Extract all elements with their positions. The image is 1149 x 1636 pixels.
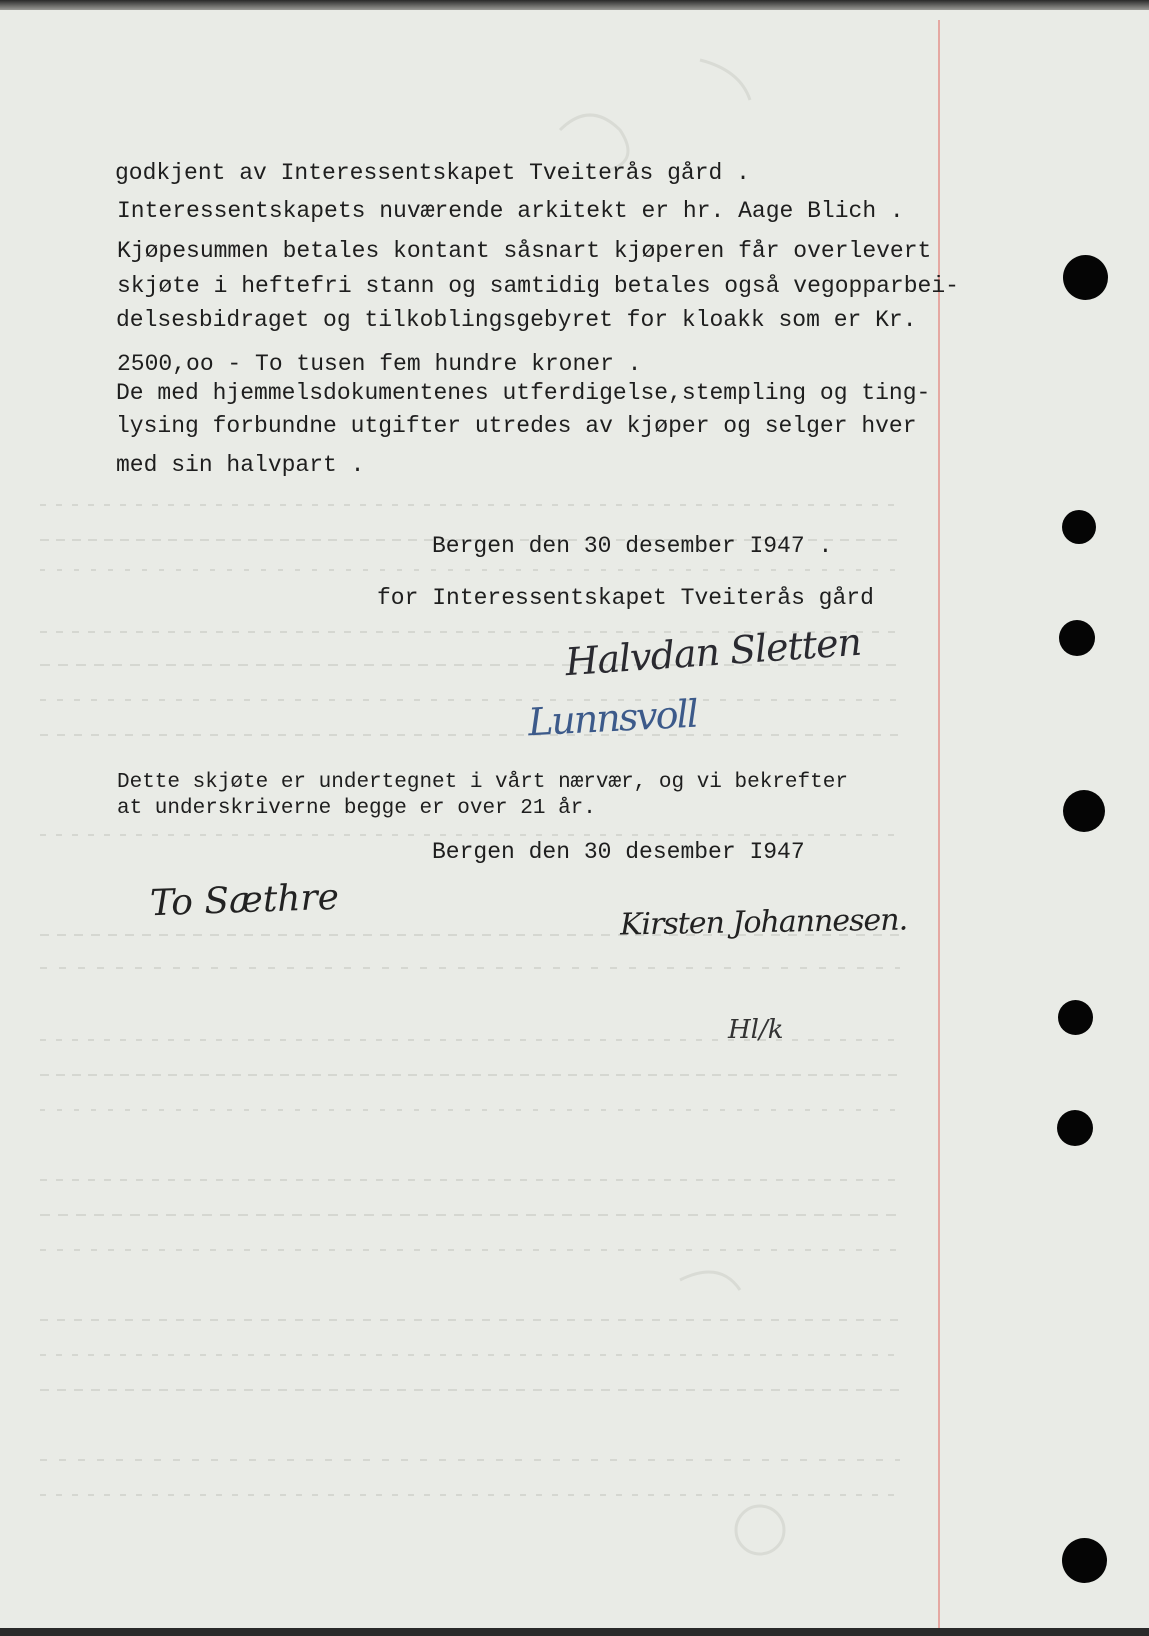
signature-witness-1: To Sæthre — [149, 876, 340, 925]
initials: Hl/k — [728, 1015, 784, 1045]
body-line: delsesbidraget og tilkoblingsgebyret for kloakk som er Kr. — [116, 307, 917, 333]
body-line: De med hjemmelsdokumentenes utferdigelse,stempling og ting- — [116, 380, 931, 406]
scan-bottom-edge — [0, 1628, 1149, 1636]
body-line: Interessentskapets nuværende arkitekt er hr. Aage Blich . — [117, 198, 904, 224]
body-line: lysing forbundne utgifter utredes av kjøper og selger hver — [116, 413, 917, 439]
body-line: Kjøpesummen betales kontant såsnart kjøperen får overlevert — [117, 238, 932, 264]
signature-halvdan: Halvdan Sletten — [563, 619, 863, 685]
body-line: godkjent av Interessentskapet Tveiterås gård . — [115, 160, 750, 186]
signature-witness-2: Kirsten Johannesen. — [619, 902, 908, 943]
body-line: med sin halvpart . — [116, 452, 365, 478]
place-date: Bergen den 30 desember I947 — [432, 839, 805, 865]
body-line: 2500,oo - To tusen fem hundre kroner . — [117, 351, 642, 377]
place-date: Bergen den 30 desember I947 . — [432, 533, 833, 559]
witness-statement: at underskriverne begge er over 21 år. — [117, 797, 596, 820]
signature-blue: Lunnsvoll — [526, 691, 698, 745]
body-line: skjøte i heftefri stann og samtidig betales også vegopparbei- — [117, 273, 959, 299]
party-name: for Interessentskapet Tveiterås gård — [377, 585, 874, 611]
witness-statement: Dette skjøte er undertegnet i vårt nærvær, og vi bekrefter — [117, 771, 848, 794]
